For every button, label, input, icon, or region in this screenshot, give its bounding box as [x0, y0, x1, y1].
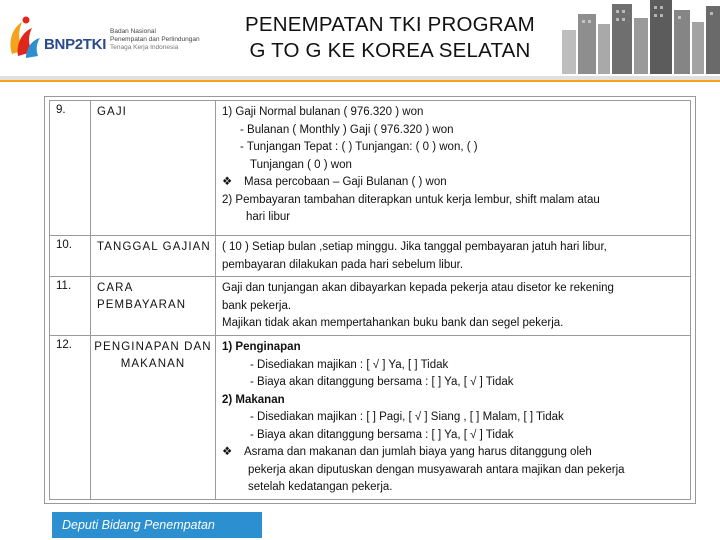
row-content: Gaji dan tunjangan akan dibayarkan kepada pekerja atau disetor ke rekening bank pekerja. Majikan tidak akan mempertahankan buku bank dan segel pekerja. — [216, 277, 691, 336]
footer-label: Deputi Bidang Penempatan — [62, 518, 215, 532]
logo-wordmark: BNP2TKI — [44, 36, 107, 53]
header-accent-line — [0, 80, 720, 82]
bnp2tki-logo — [6, 14, 206, 64]
slide-title — [210, 12, 570, 64]
row-heading: PENGINAPAN DAN MAKANAN — [91, 336, 216, 500]
row-number: 10. — [50, 236, 91, 277]
contract-table-frame — [44, 96, 696, 504]
diamond-bullet-icon: ❖ — [222, 176, 233, 188]
table-row — [50, 277, 691, 336]
row-number: 11. — [50, 277, 91, 336]
title-line-1: PENEMPATAN TKI PROGRAM — [245, 13, 535, 36]
title-line-2: G TO G KE KOREA SELATAN — [249, 39, 531, 62]
row-content: ( 10 ) Setiap bulan ,setiap minggu. Jika tanggal pembayaran jatuh hari libur, pembayaran dilakukan pada hari sebelum libur. — [216, 236, 691, 277]
slide-header — [0, 0, 720, 84]
table-row — [50, 336, 691, 500]
row-number: 12. — [50, 336, 91, 500]
row-number: 9. — [50, 101, 91, 236]
logo-subtitle: Badan Nasional Penempatan dan Perlindungan Tenaga Kerja Indonesia — [110, 28, 200, 51]
logo-emblem-icon — [6, 14, 46, 62]
row-heading: TANGGAL GAJIAN — [91, 236, 216, 277]
table-row — [50, 236, 691, 277]
row-heading: CARA PEMBAYARAN — [91, 277, 216, 336]
row-content: 1) Gaji Normal bulanan ( 976.320 ) won - Bulanan ( Monthly ) Gaji ( 976.320 ) won - Tunjangan Tepat : ( ) Tunjangan: ( 0 ) won, ( ) Tunjangan ( 0 ) won ❖ Masa percobaan – Gaji Bulanan ( ) won 2) Pembayaran tambahan diterapkan untuk kerja lembur, shift malam atau hari libur — [216, 101, 691, 236]
contract-table — [49, 100, 691, 500]
diamond-bullet-icon: ❖ — [222, 446, 233, 458]
row-heading: GAJI — [91, 101, 216, 236]
table-row — [50, 101, 691, 236]
city-skyline-image — [556, 0, 720, 74]
row-content: 1) Penginapan - Disediakan majikan : [ √ ] Ya, [ ] Tidak - Biaya akan ditanggung bersama : [ ] Ya, [ √ ] Tidak 2) Makanan - Disediakan majikan : [ ] Pagi, [ √ ] Siang , [ ] Malam, [ ] Tidak - Biaya akan ditanggung bersama : [ ] Ya, [ √ ] Tidak ❖ Asrama dan makanan dan jumlah biaya yang harus ditanggung oleh pekerja akan diputuskan dengan musyawarah antara majikan dan pekerja setelah kedatangan pekerja. — [216, 336, 691, 500]
